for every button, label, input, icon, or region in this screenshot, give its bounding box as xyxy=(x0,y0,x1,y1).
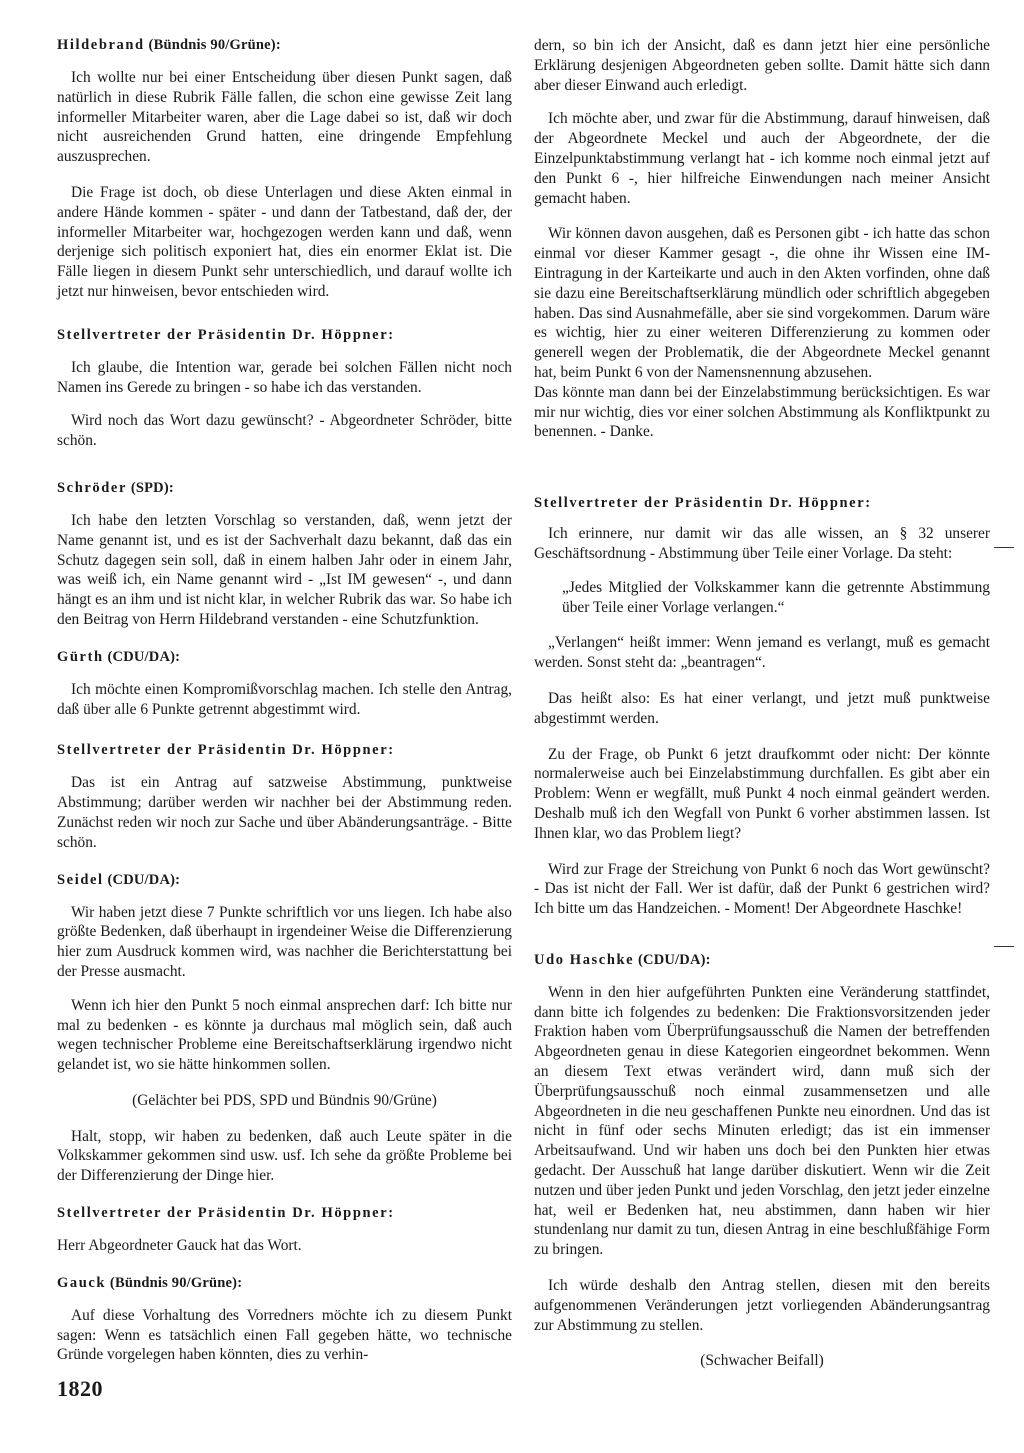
paragraph: „Verlangen“ heißt immer: Wenn jemand es verlangt, muß es gemacht werden. Sonst steht da: „beantragen“. xyxy=(534,634,990,672)
quotation: „Jedes Mitglied der Volkskammer kann die getrennte Abstimmung über Teile einer Vorlage verlangen.“ xyxy=(562,578,990,616)
speaker-name: Hildebrand xyxy=(57,37,145,53)
paragraph: Wir können davon ausgehen, daß es Personen gibt - ich hatte das schon einmal vor dieser Kammer gesagt -, die ohne ihr Wissen eine IM-Eintragung in der Karteikarte und auch in den Akten vorfinden, ohne daß sie dazu eine Bereitschaftserklärung mündlich oder schriftlich abgegeben haben. Das sind Ausnahmefälle, aber sie sind vorgekommen. Darum wäre es wichtig, hier zu einer weiteren Differenzierung zu kommen oder generell wegen der Problematik, die der Abgeordnete Meckel genannt hat, beim Punkt 6 von der Namensnennung abzusehen. xyxy=(534,225,990,381)
speaker-heading xyxy=(57,36,512,54)
page-number: 1820 xyxy=(57,1376,103,1401)
paragraph: Wird noch das Wort dazu gewünscht? - Abgeordneter Schröder, bitte schön. xyxy=(57,412,512,450)
speaker-name: Stellvertreter der Präsidentin Dr. Höppner: xyxy=(57,742,395,759)
paragraph: Wir haben jetzt diese 7 Punkte schriftlich vor uns liegen. Ich habe also größte Bedenken, daß überhaupt in irgendeiner Weise die Differenzierung hier zum Ausdruck kommen wird, was nachher die Berichterstattung bei der Presse ausmacht. xyxy=(57,903,512,980)
paragraph: Das könnte man dann bei der Einzelabstimmung berücksichtigen. Es war mir nur wichtig, dies vor einer solchen Abstimmung als Konfliktpunkt zu benennen. - Danke. xyxy=(534,383,990,441)
speaker-heading xyxy=(57,741,512,759)
paragraph: Ich wollte nur bei einer Entscheidung über diesen Punkt sagen, daß natürlich in diese Rubrik Fälle fallen, die schon eine gewisse Zeit lang informeller Mitarbeiter waren, aber die Lage dabei so ist, daß wir doch nicht ausreichenden Grund hatten, eine dringende Empfehlung auszusprechen. xyxy=(57,69,512,166)
paragraph: Auf diese Vorhaltung des Vorredners möchte ich zu diesem Punkt sagen: Wenn es tatsächlich einen Fall gegeben hätte, wo technische Gründe vorgelegen haben könnten, dies zu verhin- xyxy=(57,1306,512,1364)
speaker-party: (Bündnis 90/Grüne): xyxy=(109,1274,243,1291)
stage-direction: (Gelächter bei PDS, SPD und Bündnis 90/Grüne) xyxy=(132,1091,437,1109)
paragraph: Ich würde deshalb den Antrag stellen, diesen mit den bereits aufgenommenen Veränderungen jetzt vorliegenden Abänderungsantrag zur Abstimmung zu stellen. xyxy=(534,1277,990,1334)
speaker-heading xyxy=(57,1204,512,1222)
speaker-heading xyxy=(57,648,512,666)
paragraph: Halt, stopp, wir haben zu bedenken, daß auch Leute später in die Volkskammer gekommen sind usw. usf. Ich sehe da größte Probleme bei der Differenzierung der Dinge hier. xyxy=(57,1127,512,1185)
speaker-party: (SPD): xyxy=(130,479,174,496)
speaker-heading xyxy=(57,871,512,889)
paragraph: Das heißt also: Es hat einer verlangt, und jetzt muß punktweise abgestimmt werden. xyxy=(534,689,990,727)
speaker-party: (CDU/DA): xyxy=(107,871,181,888)
paragraph: Herr Abgeordneter Gauck hat das Wort. xyxy=(57,1237,302,1255)
speaker-heading xyxy=(534,951,990,969)
paragraph: Das ist ein Antrag auf satzweise Abstimmung, punktweise Abstimmung; darüber werden wir nachher bei der Abstimmung reden. Zunächst reden wir noch zur Sache und über Abänderungsanträge. - Bitte schön. xyxy=(57,774,512,851)
speaker-heading xyxy=(57,326,512,344)
speaker-name: Stellvertreter der Präsidentin Dr. Höppner: xyxy=(57,1205,395,1222)
speaker-name: Stellvertreter der Präsidentin Dr. Höppner: xyxy=(57,326,395,343)
speaker-heading xyxy=(57,1274,512,1292)
speaker-name: Gauck xyxy=(57,1274,107,1291)
right-column xyxy=(534,36,990,1371)
paragraph: Wenn in den hier aufgeführten Punkten eine Veränderung stattfindet, dann bitte ich folgendes zu bedenken: Die Fraktionsvorsitzenden jeder Fraktion haben vom Überprüfungsausschuß die Namen der betreffenden Abgeordneten genau in diese Kategorien eingeordnet bekommen. Wenn an diesem Text etwas verändert wird, dann muß sich der Überprüfungsausschuß noch einmal zusammensetzen und alle Abgeordneten in die neu geschaffenen Punkte neu einordnen. Und das ist nicht in fünf oder sechs Minuten erledigt; das ist ein immenser Arbeitsaufwand. Und wir haben uns doch bei den Punkten hier etwas gedacht. Der Ausschuß hat lange darüber diskutiert. Wenn wir die Zeit nutzen und über jeden Punkt und jeden Vorschlag, den jetzt jeder einzelne hat, weil er Bedenken hat, neu abstimmen, dann haben wir hier stundenlang nur damit zu tun, diesen Antrag in eine beschlußfähige Form zu bringen. xyxy=(534,983,990,1259)
paragraph: Ich habe den letzten Vorschlag so verstanden, daß, wenn jetzt der Name genannt ist, und es ist der Sachverhalt dazu bekannt, daß das ein Schutz dagegen sein soll, daß in einem halben Jahr oder in einem Jahr, was weiß ich, ein Name genannt wird - „Ist IM gewesen“ -, und dann hängt es an ihm und ist nicht klar, in welcher Rubrik das war. So habe ich den Beitrag von Herrn Hildebrand verstanden - eine Schutzfunktion. xyxy=(57,511,512,628)
speaker-name: Udo Haschke xyxy=(534,951,635,968)
paragraph: Ich glaube, die Intention war, gerade bei solchen Fällen nicht noch Namen ins Gerede zu bringen - so habe ich das verstanden. xyxy=(57,358,512,396)
speaker-party: (Bündnis 90/Grüne): xyxy=(148,37,281,53)
left-column xyxy=(57,36,512,1365)
speaker-heading xyxy=(534,494,990,512)
speaker-name: Schröder xyxy=(57,479,127,496)
paragraph: Die Frage ist doch, ob diese Unterlagen und diese Akten einmal in andere Hände kommen - später - und dann der Tatbestand, daß der, der informeller Mitarbeiter war, hochgezogen werden kann und daß, wenn derjenige sich politisch exponiert hat, dies ein enormer Eklat ist. Die Fälle liegen in diesem Punkt sehr unterschiedlich, und darauf wollte ich jetzt nur hinweisen, bevor entschieden wird. xyxy=(57,183,512,300)
speaker-heading xyxy=(57,479,512,497)
paragraph: Wird zur Frage der Streichung von Punkt 6 noch das Wort gewünscht? - Das ist nicht der Fall. Wer ist dafür, daß der Punkt 6 gestrichen wird? Ich bitte um das Handzeichen. - Moment! Der Abgeordnete Haschke! xyxy=(534,860,990,918)
paragraph: Zu der Frage, ob Punkt 6 jetzt draufkommt oder nicht: Der könnte normalerweise auch bei Einzelabstimmung durchfallen. Es gibt aber ein Problem: Wenn er wegfällt, muß Punkt 4 noch einmal geändert werden. Deshalb muß ich den Wegfall von Punkt 6 vorher abstimmen lassen. Ist Ihnen klar, wo das Problem liegt? xyxy=(534,745,990,842)
margin-dash xyxy=(994,547,1014,548)
paragraph: Ich möchte einen Kompromißvorschlag machen. Ich stelle den Antrag, daß über alle 6 Punkte getrennt abgestimmt wird. xyxy=(57,680,512,718)
speaker-name: Seidel xyxy=(57,871,104,888)
paragraph: Wenn ich hier den Punkt 5 noch einmal ansprechen darf: Ich bitte nur mal zu bedenken - es könnte ja durchaus mal möglich sein, daß auch wegen technischer Probleme eine Bereitschaftserklärung irgendwo nicht gelandet ist, wo sie hätte hinkommen sollen. xyxy=(57,996,512,1074)
speaker-name: Gürth xyxy=(57,648,104,665)
speaker-party: (CDU/DA): xyxy=(107,648,181,665)
paragraph: Ich erinnere, nur damit wir das alle wissen, an § 32 unserer Geschäftsordnung - Abstimmung über Teile einer Vorlage. Da steht: xyxy=(534,525,990,562)
speaker-name: Stellvertreter der Präsidentin Dr. Höppner: xyxy=(534,495,872,512)
stage-direction: (Schwacher Beifall) xyxy=(700,1352,824,1370)
paragraph: dern, so bin ich der Ansicht, daß es dann jetzt hier eine persönliche Erklärung desjenigen Abgeordneten geben sollte. Damit hätte sich dann aber dieser Einwand auch erledigt. xyxy=(534,37,990,94)
speaker-party: (CDU/DA): xyxy=(638,951,711,968)
margin-dash xyxy=(994,946,1014,947)
paragraph: Ich möchte aber, und zwar für die Abstimmung, darauf hinweisen, daß der Abgeordnete Meckel und auch der Abgeordnete, der die Einzelpunktabstimmung verlangt hat - ich komme noch einmal jetzt auf den Punkt 6 -, hier hilfreiche Einwendungen nach meiner Ansicht gemacht haben. xyxy=(534,110,990,207)
